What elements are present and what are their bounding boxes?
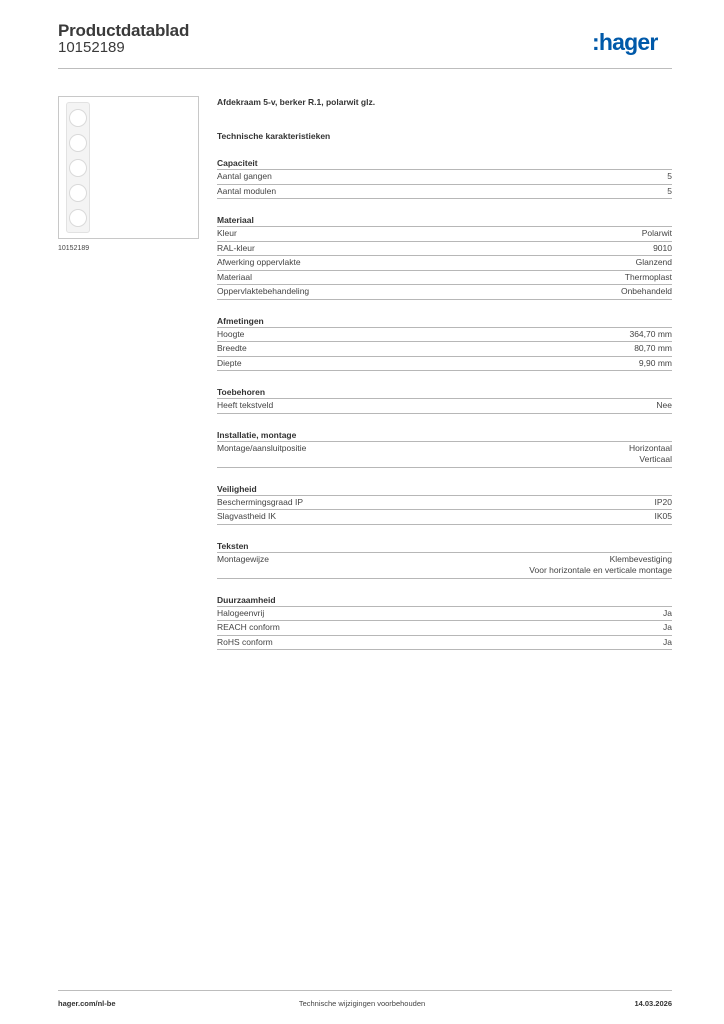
spec-value-line: Polarwit <box>641 228 672 238</box>
section-title: Teksten <box>217 540 672 553</box>
spec-value <box>663 622 672 634</box>
hager-logo <box>592 29 674 57</box>
spec-label: Aantal gangen <box>217 171 272 181</box>
cover-frame-illustration <box>66 102 90 233</box>
content-area <box>217 96 672 650</box>
spec-value-line: 9010 <box>653 242 672 253</box>
spec-row <box>217 607 672 622</box>
spec-section <box>217 594 672 651</box>
spec-label: Beschermingsgraad IP <box>217 496 303 507</box>
footer-website: hager.com/nl-be <box>58 999 116 1008</box>
spec-value-line: Voor horizontale en verticale montage <box>529 565 672 575</box>
header-divider <box>58 68 672 69</box>
spec-label: Hoogte <box>217 328 245 339</box>
spec-row <box>217 442 672 468</box>
spec-label: Diepte <box>217 357 242 368</box>
spec-row <box>217 510 672 525</box>
spec-row <box>217 256 672 271</box>
spec-sections <box>217 157 672 650</box>
spec-value <box>639 358 672 370</box>
spec-section <box>217 483 672 525</box>
spec-value <box>636 257 672 269</box>
section-title: Capaciteit <box>217 157 672 170</box>
spec-section <box>217 157 672 199</box>
spec-label: Afwerking oppervlakte <box>217 257 301 267</box>
article-number: 10152189 <box>58 39 125 56</box>
section-title: Afmetingen <box>217 315 672 328</box>
spec-value-line: Onbehandeld <box>620 286 672 296</box>
spec-label: Montagewijze <box>217 553 269 564</box>
frame-opening-icon <box>69 109 87 127</box>
spec-row <box>217 285 672 300</box>
spec-label: Kleur <box>217 228 237 238</box>
spec-value <box>529 554 672 577</box>
section-title: Toebehoren <box>217 386 672 399</box>
spec-value-line: 5 <box>667 171 672 181</box>
frame-opening-icon <box>69 134 87 152</box>
spec-row <box>217 553 672 579</box>
section-title: Materiaal <box>217 214 672 227</box>
spec-row <box>217 242 672 257</box>
spec-value <box>667 186 672 198</box>
spec-value-line: IP20 <box>654 496 672 507</box>
spec-row <box>217 227 672 242</box>
page-title: Productdatablad <box>58 21 190 40</box>
spec-label: Slagvastheid IK <box>217 511 277 521</box>
spec-row <box>217 170 672 185</box>
spec-value <box>667 171 672 183</box>
spec-label: Heeft tekstveld <box>217 400 274 410</box>
spec-label: REACH conform <box>217 622 280 632</box>
spec-value <box>629 443 672 466</box>
spec-row <box>217 636 672 651</box>
spec-row <box>217 271 672 286</box>
product-description: Afdekraam 5-v, berker R.1, polarwit glz. <box>217 97 376 107</box>
hager-logo-text: :hager <box>592 29 658 55</box>
spec-value <box>625 272 672 284</box>
spec-label: Aantal modulen <box>217 185 277 196</box>
spec-section <box>217 214 672 300</box>
spec-value-line: Ja <box>663 636 672 647</box>
spec-row <box>217 399 672 414</box>
spec-label: Materiaal <box>217 271 252 282</box>
spec-value <box>655 497 673 509</box>
spec-value <box>634 343 672 355</box>
spec-value-line: Klembevestiging <box>609 553 672 564</box>
spec-value-line: Nee <box>656 400 672 410</box>
spec-section <box>217 315 672 372</box>
spec-value-line: 80,70 mm <box>634 343 672 353</box>
frame-opening-icon <box>69 159 87 177</box>
spec-label: Halogeenvrij <box>217 607 265 618</box>
spec-value-line: 364,70 mm <box>629 328 672 339</box>
spec-value <box>642 228 672 240</box>
spec-row <box>217 496 672 511</box>
spec-value <box>656 400 672 412</box>
frame-opening-icon <box>69 209 87 227</box>
spec-value <box>629 329 672 341</box>
image-caption: 10152189 <box>58 245 90 252</box>
section-title: Installatie, montage <box>217 429 672 442</box>
spec-value-line: Ja <box>663 622 672 632</box>
spec-label: RAL-kleur <box>217 242 255 253</box>
spec-row <box>217 185 672 200</box>
spec-value-line: 5 <box>667 185 672 196</box>
spec-row <box>217 342 672 357</box>
spec-row <box>217 621 672 636</box>
spec-row <box>217 357 672 372</box>
spec-label: RoHS conform <box>217 636 273 647</box>
product-image <box>58 96 199 239</box>
spec-label: Breedte <box>217 343 247 353</box>
spec-label: Montage/aansluitpositie <box>217 442 307 453</box>
frame-opening-icon <box>69 184 87 202</box>
footer-disclaimer: Technische wijzigingen voorbehouden <box>298 999 426 1008</box>
section-title: Duurzaamheid <box>217 594 672 607</box>
spec-value-line: Ja <box>663 607 672 618</box>
spec-value <box>621 286 672 298</box>
spec-value-line: IK05 <box>654 511 672 521</box>
spec-label: Oppervlaktebehandeling <box>217 286 310 296</box>
spec-value-line: Verticaal <box>639 454 672 464</box>
spec-row <box>217 328 672 343</box>
spec-value-line: 9,90 mm <box>638 357 672 368</box>
spec-section <box>217 386 672 414</box>
section-title: Veiligheid <box>217 483 672 496</box>
spec-value-line: Horizontaal <box>629 442 672 453</box>
technical-heading: Technische karakteristieken <box>217 131 331 141</box>
spec-section <box>217 540 672 579</box>
spec-value-line: Glanzend <box>635 257 672 267</box>
spec-value-line: Thermoplast <box>624 271 672 282</box>
spec-value <box>655 511 673 523</box>
footer-date: 14.03.2026 <box>634 999 672 1008</box>
spec-section <box>217 429 672 468</box>
spec-value <box>663 608 672 620</box>
spec-value <box>663 637 672 649</box>
footer-divider <box>58 990 672 991</box>
spec-value <box>653 243 672 255</box>
